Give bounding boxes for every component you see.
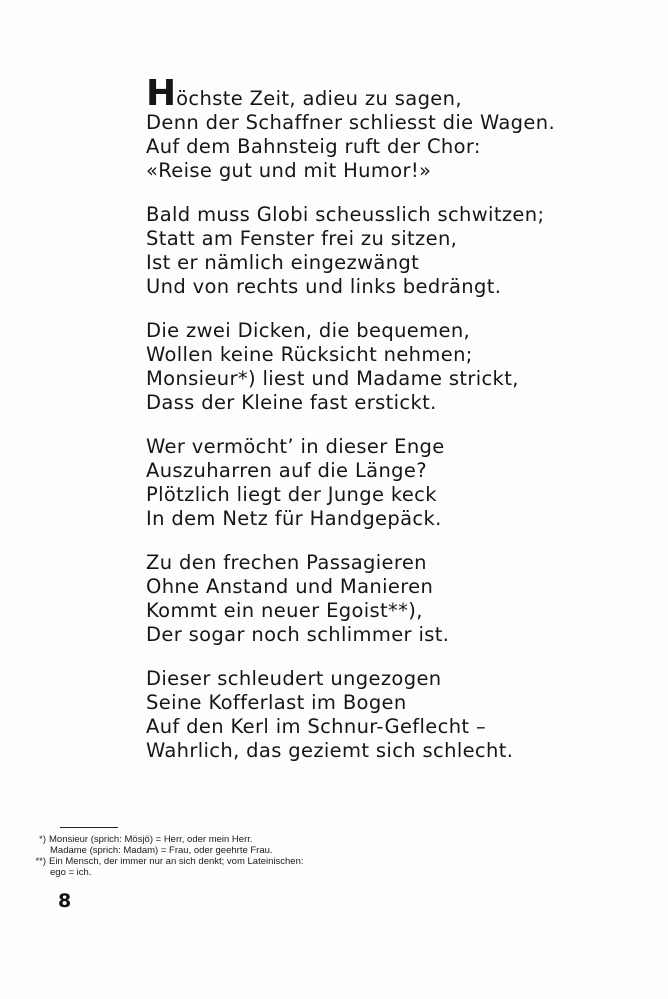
footnote-mark: **) — [35, 856, 46, 867]
poem-line: Wollen keine Rücksicht nehmen; — [146, 343, 473, 366]
poem-line: Zu den frechen Passagieren — [146, 551, 427, 574]
poem-line: Ist er nämlich eingezwängt — [146, 251, 420, 274]
poem-line: Dass der Kleine fast erstickt. — [146, 391, 437, 414]
poem-line: Dieser schleudert ungezogen — [146, 667, 442, 690]
footnote-divider — [60, 827, 118, 828]
stanza-3 — [146, 319, 646, 415]
poem-line-text: öchste Zeit, adieu zu sagen, — [176, 87, 462, 110]
footnote-text: Ein Mensch, der immer nur an sich denkt; vom Lateinischen: — [49, 856, 304, 867]
footnote-mark: *) — [39, 834, 46, 845]
poem-line — [146, 73, 646, 114]
footnote-1 — [28, 834, 428, 845]
footnotes — [28, 834, 428, 878]
footnote-2-continued: ego = ich. — [50, 867, 92, 878]
footnote-2 — [28, 856, 428, 867]
poem-line: Auszuharren auf die Länge? — [146, 459, 427, 482]
stanza-2 — [146, 203, 646, 299]
poem-line: Seine Kofferlast im Bogen — [146, 691, 407, 714]
footnote-1-continued: Madame (sprich: Madam) = Frau, oder geehrte Frau. — [50, 845, 273, 856]
poem-line: Wer vermöcht’ in dieser Enge — [146, 435, 445, 458]
poem-line: Monsieur*) liest und Madame strickt, — [146, 367, 519, 390]
poem-line: Bald muss Globi scheusslich schwitzen; — [146, 203, 545, 226]
poem-line: Denn der Schaffner schliesst die Wagen. — [146, 111, 556, 134]
poem-line: «Reise gut und mit Humor!» — [146, 159, 432, 182]
stanza-5 — [146, 551, 646, 647]
page-number: 8 — [58, 890, 72, 912]
poem-line: Ohne Anstand und Manieren — [146, 575, 434, 598]
poem-line: Wahrlich, das geziemt sich schlecht. — [146, 739, 514, 762]
poem-line: Der sogar noch schlimmer ist. — [146, 623, 450, 646]
footnote-text: Monsieur (sprich: Mösjö) = Herr, oder mein Herr. — [49, 834, 253, 845]
poem-line: Statt am Fenster frei zu sitzen, — [146, 227, 458, 250]
poem-line: In dem Netz für Handgepäck. — [146, 507, 442, 530]
poem-line: Plötzlich liegt der Junge keck — [146, 483, 437, 506]
stanza-1 — [146, 73, 646, 183]
poem-line: Kommt ein neuer Egoist**), — [146, 599, 423, 622]
poem-line: Und von rechts und links bedrängt. — [146, 275, 502, 298]
drop-cap: H — [146, 73, 177, 114]
poem-line: Auf dem Bahnsteig ruft der Chor: — [146, 135, 481, 158]
poem-line: Die zwei Dicken, die bequemen, — [146, 319, 471, 342]
stanza-6 — [146, 667, 646, 763]
poem — [146, 73, 646, 783]
poem-line: Auf den Kerl im Schnur-Geflecht – — [146, 715, 487, 738]
stanza-4 — [146, 435, 646, 531]
